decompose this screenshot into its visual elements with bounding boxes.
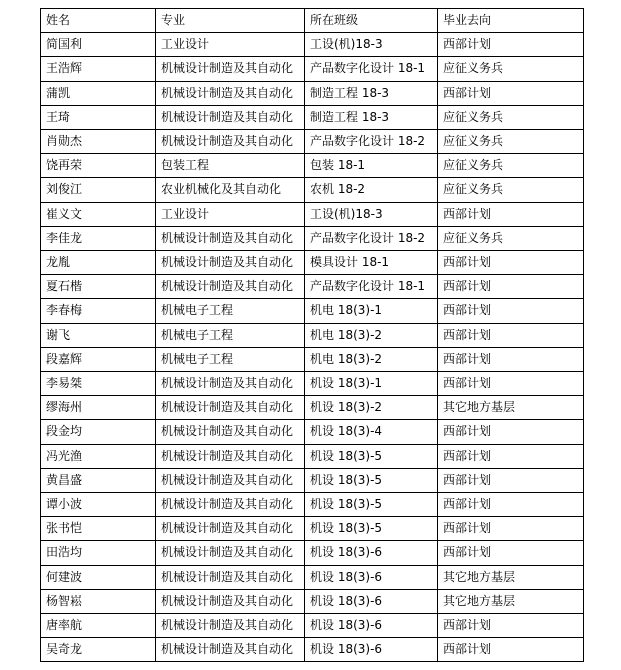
table-row	[41, 202, 584, 226]
table-cell: 机电 18(3)-2	[305, 347, 438, 371]
table-cell: 产品数字化设计 18-2	[305, 130, 438, 154]
table-cell: 机械设计制造及其自动化	[156, 517, 305, 541]
table-cell: 机设 18(3)-5	[305, 468, 438, 492]
table-cell: 西部计划	[438, 614, 584, 638]
table-cell: 西部计划	[438, 468, 584, 492]
table-cell: 西部计划	[438, 638, 584, 662]
table-cell: 其它地方基层	[438, 396, 584, 420]
table-cell: 其它地方基层	[438, 565, 584, 589]
table-row	[41, 638, 584, 662]
table-body	[41, 33, 584, 662]
table-cell: 西部计划	[438, 81, 584, 105]
table-cell: 工设(机)18-3	[305, 33, 438, 57]
table-row	[41, 323, 584, 347]
table-cell: 黄昌盛	[41, 468, 156, 492]
table-cell: 应征义务兵	[438, 130, 584, 154]
table-cell: 机械设计制造及其自动化	[156, 444, 305, 468]
table-row	[41, 81, 584, 105]
table-cell: 谭小波	[41, 493, 156, 517]
table-cell: 何建波	[41, 565, 156, 589]
column-header: 所在班级	[305, 9, 438, 33]
table-row	[41, 589, 584, 613]
table-cell: 机设 18(3)-1	[305, 372, 438, 396]
table-cell: 机械设计制造及其自动化	[156, 589, 305, 613]
table-cell: 机电 18(3)-2	[305, 323, 438, 347]
table-row	[41, 493, 584, 517]
table-row	[41, 420, 584, 444]
table-cell: 制造工程 18-3	[305, 105, 438, 129]
table-cell: 应征义务兵	[438, 178, 584, 202]
table-row	[41, 541, 584, 565]
table-cell: 机设 18(3)-6	[305, 614, 438, 638]
table-row	[41, 130, 584, 154]
table-cell: 机械电子工程	[156, 299, 305, 323]
table-cell: 应征义务兵	[438, 105, 584, 129]
table-row	[41, 517, 584, 541]
table-cell: 段金均	[41, 420, 156, 444]
table-cell: 产品数字化设计 18-2	[305, 226, 438, 250]
table-cell: 西部计划	[438, 323, 584, 347]
table-row	[41, 154, 584, 178]
table-row	[41, 178, 584, 202]
table-row	[41, 275, 584, 299]
table-cell: 农业机械化及其自动化	[156, 178, 305, 202]
column-header: 毕业去向	[438, 9, 584, 33]
table-cell: 西部计划	[438, 33, 584, 57]
table-cell: 制造工程 18-3	[305, 81, 438, 105]
table-cell: 产品数字化设计 18-1	[305, 57, 438, 81]
table-cell: 李春梅	[41, 299, 156, 323]
table-cell: 西部计划	[438, 347, 584, 371]
table-cell: 蒲凯	[41, 81, 156, 105]
table-cell: 其它地方基层	[438, 589, 584, 613]
table-cell: 西部计划	[438, 251, 584, 275]
table-cell: 龙胤	[41, 251, 156, 275]
table-cell: 机设 18(3)-6	[305, 565, 438, 589]
table-cell: 西部计划	[438, 420, 584, 444]
column-header: 专业	[156, 9, 305, 33]
column-header: 姓名	[41, 9, 156, 33]
table-row	[41, 614, 584, 638]
table-row	[41, 105, 584, 129]
table-cell: 模具设计 18-1	[305, 251, 438, 275]
table-header-row	[41, 9, 584, 33]
table-cell: 产品数字化设计 18-1	[305, 275, 438, 299]
table-cell: 西部计划	[438, 202, 584, 226]
graduates-table	[40, 8, 584, 662]
table-cell: 谢飞	[41, 323, 156, 347]
table-cell: 机设 18(3)-2	[305, 396, 438, 420]
table-cell: 机设 18(3)-6	[305, 638, 438, 662]
table-cell: 西部计划	[438, 541, 584, 565]
table-cell: 机设 18(3)-6	[305, 541, 438, 565]
table-cell: 机设 18(3)-5	[305, 444, 438, 468]
table-cell: 机械电子工程	[156, 323, 305, 347]
table-cell: 农机 18-2	[305, 178, 438, 202]
table-cell: 机械设计制造及其自动化	[156, 396, 305, 420]
table-cell: 包装 18-1	[305, 154, 438, 178]
table-row	[41, 57, 584, 81]
table-cell: 机械设计制造及其自动化	[156, 638, 305, 662]
table-cell: 杨智崧	[41, 589, 156, 613]
table-cell: 机械设计制造及其自动化	[156, 420, 305, 444]
table-cell: 应征义务兵	[438, 57, 584, 81]
table-cell: 机械设计制造及其自动化	[156, 493, 305, 517]
table-cell: 刘俊江	[41, 178, 156, 202]
table-cell: 李佳龙	[41, 226, 156, 250]
table-cell: 夏石楷	[41, 275, 156, 299]
table-cell: 吴奇龙	[41, 638, 156, 662]
table-cell: 李易桀	[41, 372, 156, 396]
table-cell: 西部计划	[438, 444, 584, 468]
table-cell: 肖勋杰	[41, 130, 156, 154]
table-row	[41, 468, 584, 492]
table-cell: 机械设计制造及其自动化	[156, 614, 305, 638]
table-row	[41, 251, 584, 275]
table-cell: 机械设计制造及其自动化	[156, 81, 305, 105]
table-row	[41, 396, 584, 420]
table-cell: 张书恺	[41, 517, 156, 541]
table-row	[41, 299, 584, 323]
table-cell: 包装工程	[156, 154, 305, 178]
table-cell: 崔义文	[41, 202, 156, 226]
table-cell: 工业设计	[156, 202, 305, 226]
table-row	[41, 226, 584, 250]
table-cell: 机械设计制造及其自动化	[156, 468, 305, 492]
table-cell: 机械设计制造及其自动化	[156, 541, 305, 565]
table-cell: 机械设计制造及其自动化	[156, 105, 305, 129]
table-cell: 田浩均	[41, 541, 156, 565]
table-cell: 应征义务兵	[438, 226, 584, 250]
table-row	[41, 444, 584, 468]
graduates-table-container	[40, 8, 584, 662]
table-cell: 机械设计制造及其自动化	[156, 275, 305, 299]
table-cell: 应征义务兵	[438, 154, 584, 178]
table-cell: 西部计划	[438, 275, 584, 299]
table-cell: 机设 18(3)-6	[305, 589, 438, 613]
table-cell: 机械设计制造及其自动化	[156, 130, 305, 154]
table-cell: 机械设计制造及其自动化	[156, 372, 305, 396]
table-row	[41, 347, 584, 371]
table-cell: 机械设计制造及其自动化	[156, 251, 305, 275]
table-cell: 机械电子工程	[156, 347, 305, 371]
table-cell: 西部计划	[438, 372, 584, 396]
table-cell: 冯光渔	[41, 444, 156, 468]
table-cell: 饶再荣	[41, 154, 156, 178]
table-cell: 机设 18(3)-5	[305, 493, 438, 517]
table-cell: 缪海州	[41, 396, 156, 420]
table-cell: 王浩辉	[41, 57, 156, 81]
table-row	[41, 33, 584, 57]
table-cell: 机械设计制造及其自动化	[156, 226, 305, 250]
table-cell: 机电 18(3)-1	[305, 299, 438, 323]
table-cell: 工设(机)18-3	[305, 202, 438, 226]
table-cell: 简国利	[41, 33, 156, 57]
table-cell: 段嘉辉	[41, 347, 156, 371]
table-row	[41, 565, 584, 589]
table-cell: 机械设计制造及其自动化	[156, 565, 305, 589]
table-cell: 西部计划	[438, 299, 584, 323]
table-cell: 机设 18(3)-5	[305, 517, 438, 541]
table-cell: 机设 18(3)-4	[305, 420, 438, 444]
table-cell: 西部计划	[438, 493, 584, 517]
table-cell: 机械设计制造及其自动化	[156, 57, 305, 81]
table-cell: 唐率航	[41, 614, 156, 638]
table-cell: 工业设计	[156, 33, 305, 57]
table-row	[41, 372, 584, 396]
table-cell: 西部计划	[438, 517, 584, 541]
table-cell: 王琦	[41, 105, 156, 129]
